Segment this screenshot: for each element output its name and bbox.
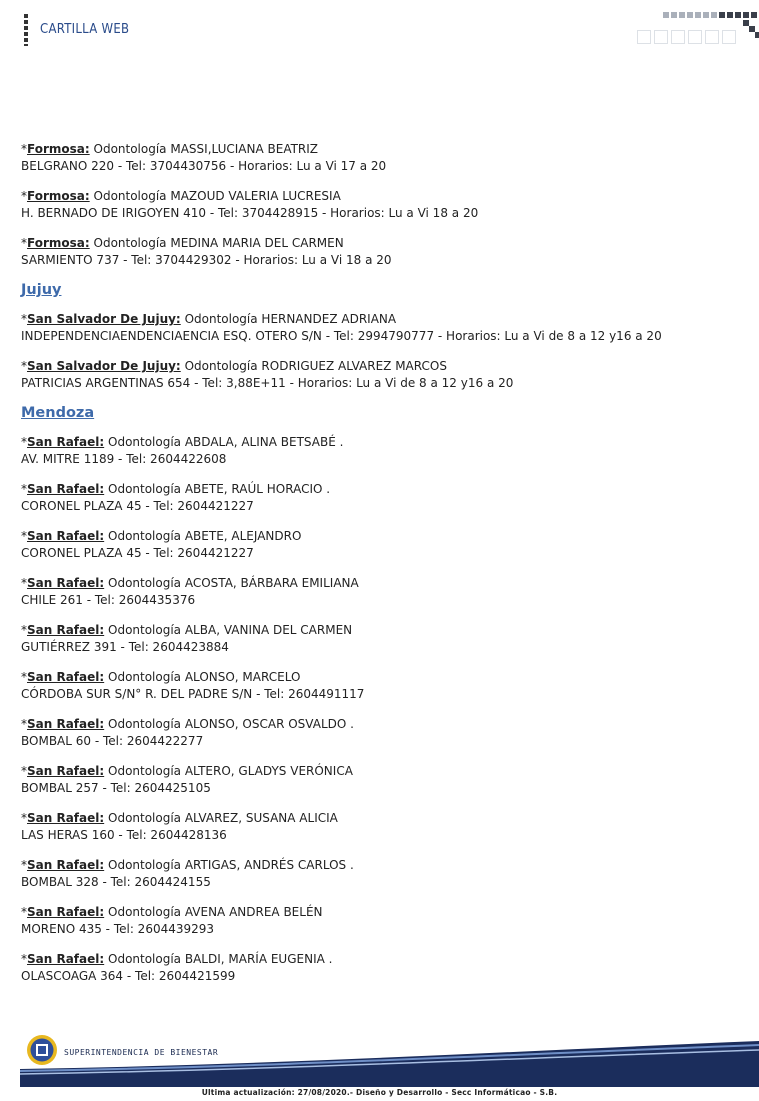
list-item: *San Rafael: Odontología ALBA, VANINA DEL CARMEN GUTIÉRREZ 391 - Tel: 2604423884 bbox=[21, 623, 353, 654]
list-item: *San Rafael: Odontología ABETE, ALEJANDRO CORONEL PLAZA 45 - Tel: 2604421227 bbox=[21, 529, 302, 560]
directory-list bbox=[21, 141, 741, 998]
decor-square bbox=[735, 12, 741, 18]
decor-square bbox=[687, 12, 693, 18]
decor-square bbox=[679, 12, 685, 18]
group-0 bbox=[21, 141, 741, 269]
decor-square bbox=[703, 12, 709, 18]
list-item: *Formosa: Odontología MEDINA MARIA DEL CARMEN SARMIENTO 737 - Tel: 3704429302 - Horarios: Lu a Vi 18 a 20 bbox=[21, 236, 392, 267]
decor-outline-square bbox=[671, 30, 685, 44]
decor-square bbox=[743, 12, 749, 18]
group-mendoza bbox=[21, 405, 741, 985]
decor-outline-square bbox=[654, 30, 668, 44]
list-item: *San Rafael: Odontología ACOSTA, BÁRBARA EMILIANA CHILE 261 - Tel: 2604435376 bbox=[21, 576, 359, 607]
page-header bbox=[0, 0, 759, 60]
decor-square bbox=[751, 12, 757, 18]
last-update-note: Ultima actualización: 27/08/2020.- Diseño y Desarrollo - Secc Informáticao - S.B. bbox=[201, 1088, 558, 1097]
list-item: *San Rafael: Odontología ABETE, RAÚL HORACIO . CORONEL PLAZA 45 - Tel: 2604421227 bbox=[21, 482, 331, 513]
list-item: *San Rafael: Odontología ALVAREZ, SUSANA ALICIA LAS HERAS 160 - Tel: 2604428136 bbox=[21, 811, 338, 842]
decor-square bbox=[663, 12, 669, 18]
list-item: *San Salvador De Jujuy: Odontología HERNANDEZ ADRIANA INDEPENDENCIAENDENCIAENCIA ESQ. OTERO S/N - Tel: 2994790777 - Horarios: Lu a Vi de 8 a 12 y16 a 20 bbox=[21, 312, 662, 343]
group-jujuy bbox=[21, 282, 741, 392]
decor-square bbox=[671, 12, 677, 18]
decor-outline-square bbox=[688, 30, 702, 44]
decor-outline-square bbox=[722, 30, 736, 44]
organization-name: SUPERINTENDENCIA DE BIENESTAR bbox=[64, 1048, 219, 1057]
decor-square bbox=[711, 12, 717, 18]
header-title: CARTILLA WEB bbox=[40, 22, 130, 37]
list-item: *San Rafael: Odontología AVENA ANDREA BELÉN MORENO 435 - Tel: 2604439293 bbox=[21, 905, 323, 936]
list-item: *San Rafael: Odontología ALONSO, MARCELO CÓRDOBA SUR S/N° R. DEL PADRE S/N - Tel: 2604491117 bbox=[21, 670, 365, 701]
list-item: *San Rafael: Odontología ABDALA, ALINA BETSABÉ . AV. MITRE 1189 - Tel: 2604422608 bbox=[21, 435, 344, 466]
list-item: *San Rafael: Odontología BALDI, MARÍA EUGENIA . OLASCOAGA 364 - Tel: 2604421599 bbox=[21, 952, 333, 983]
list-item: *Formosa: Odontología MAZOUD VALERIA LUCRESIA H. BERNADO DE IRIGOYEN 410 - Tel: 3704428915 - Horarios: Lu a Vi 18 a 20 bbox=[21, 189, 479, 220]
decor-square bbox=[727, 12, 733, 18]
decor-square bbox=[755, 32, 759, 38]
list-item: *San Rafael: Odontología ALONSO, OSCAR OSVALDO . BOMBAL 60 - Tel: 2604422277 bbox=[21, 717, 354, 748]
header-decoration bbox=[635, 10, 759, 46]
shield-logo-icon bbox=[26, 1032, 58, 1068]
decor-outline-square bbox=[637, 30, 651, 44]
decor-square bbox=[695, 12, 701, 18]
decor-square bbox=[719, 12, 725, 18]
decor-outline-square bbox=[705, 30, 719, 44]
header-accent-bar bbox=[24, 14, 28, 46]
list-item: *Formosa: Odontología MASSI,LUCIANA BEATRIZ BELGRANO 220 - Tel: 3704430756 - Horarios: Lu a Vi 17 a 20 bbox=[21, 142, 387, 173]
section-heading-jujuy[interactable]: Jujuy bbox=[21, 282, 62, 298]
list-item: *San Salvador De Jujuy: Odontología RODRIGUEZ ALVAREZ MARCOS PATRICIAS ARGENTINAS 654 - Tel: 3,88E+11 - Horarios: Lu a Vi de 8 a 12 y16 a 20 bbox=[21, 359, 514, 390]
list-item: *San Rafael: Odontología ALTERO, GLADYS VERÓNICA BOMBAL 257 - Tel: 2604425105 bbox=[21, 764, 353, 795]
section-heading-mendoza[interactable]: Mendoza bbox=[21, 405, 95, 421]
list-item: *San Rafael: Odontología ARTIGAS, ANDRÉS CARLOS . BOMBAL 328 - Tel: 2604424155 bbox=[21, 858, 354, 889]
